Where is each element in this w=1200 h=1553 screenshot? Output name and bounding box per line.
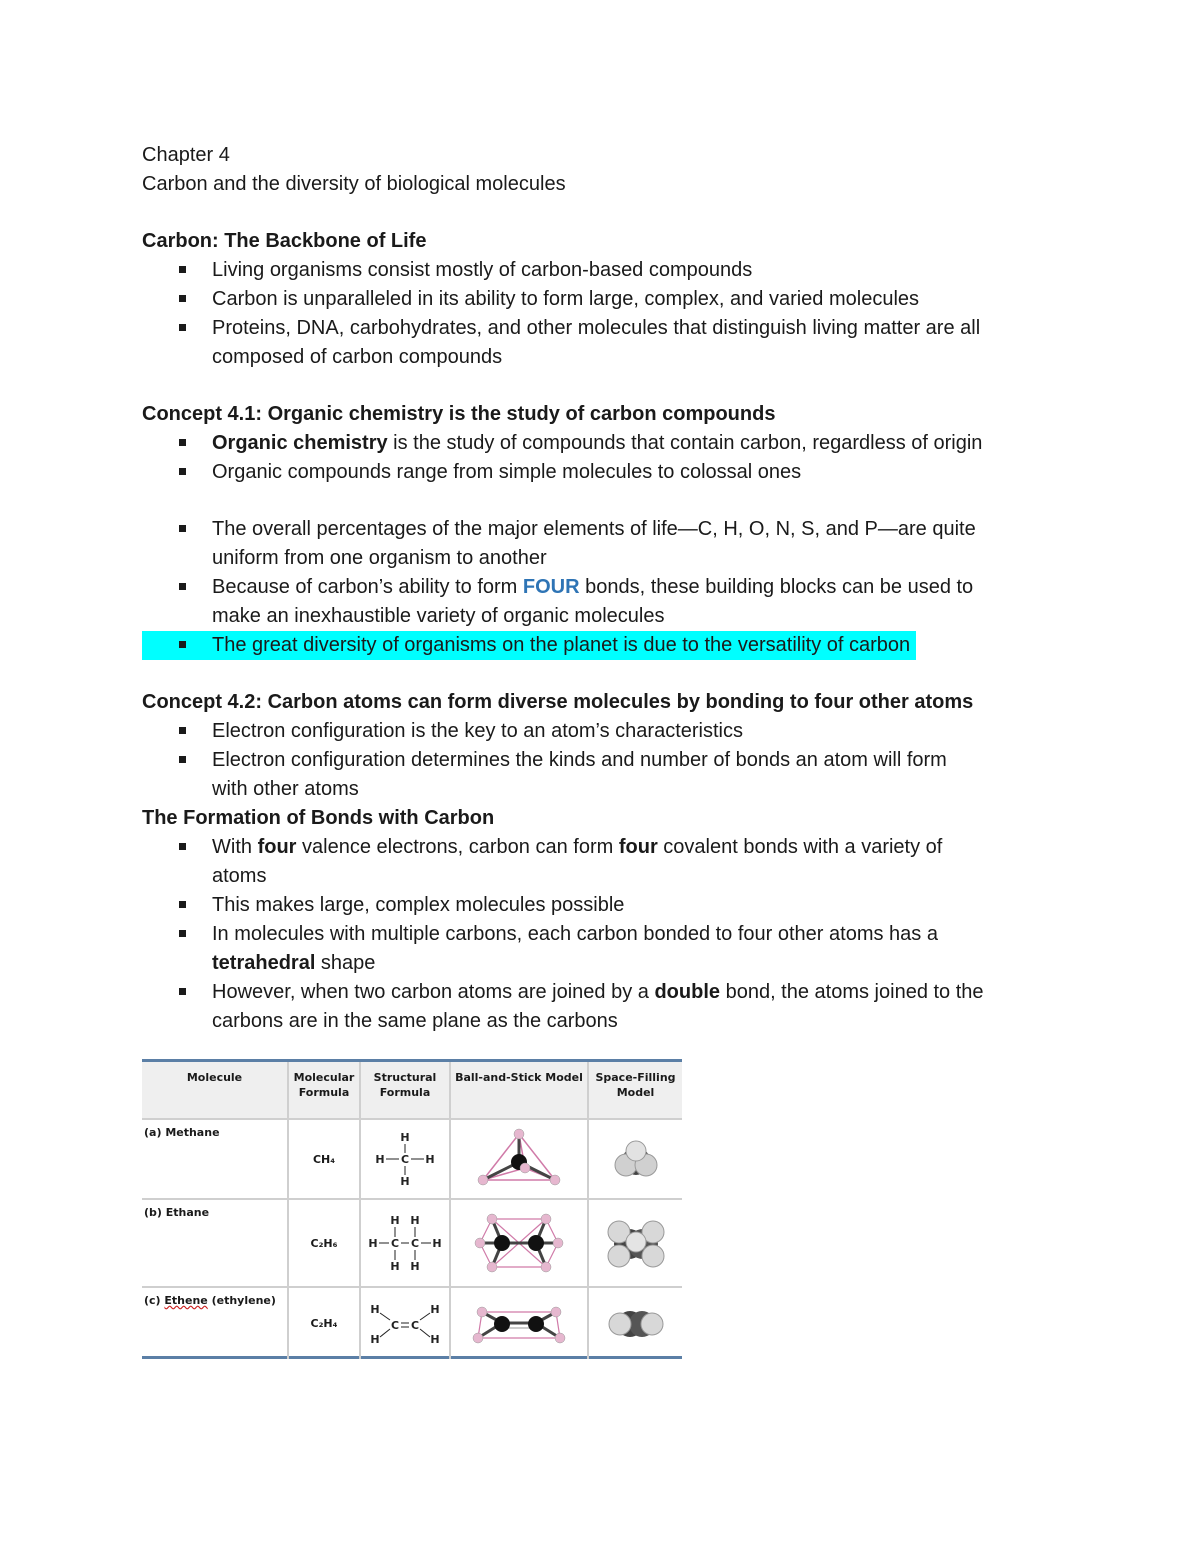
bullet-list-concept-4-1 [142, 429, 1102, 487]
svg-text:H: H [368, 1237, 378, 1250]
section-heading-bond-formation: The Formation of Bonds with Carbon [142, 807, 495, 829]
svg-text:H: H [400, 1175, 410, 1188]
bullet-list-concept-4-1-continued [142, 515, 1102, 660]
bullet-item: With four valence electrons, carbon can form four covalent bonds with a variety of atoms [142, 833, 1102, 891]
table-row [142, 1119, 682, 1199]
section-heading-concept-4-2: Concept 4.2: Carbon atoms can form diverse molecules by bonding to four other atoms [142, 691, 974, 713]
svg-text:C: C [410, 1237, 420, 1250]
molecule-table [142, 1059, 682, 1359]
bullet-item: Organic compounds range from simple molecules to colossal ones [142, 458, 1102, 487]
molecular-formula: C₂H₄ [288, 1287, 360, 1359]
molecule-name: (a) Methane [142, 1119, 288, 1199]
svg-text:H: H [375, 1153, 385, 1166]
molecule-name: (b) Ethane [142, 1199, 288, 1287]
header-molecular-formula: Molecular Formula [288, 1062, 360, 1119]
ball-and-stick-ethane [450, 1199, 588, 1287]
svg-text:H: H [430, 1302, 440, 1316]
svg-text:H: H [370, 1302, 380, 1316]
section-heading-concept-4-1: Concept 4.1: Organic chemistry is the study of carbon compounds [142, 403, 776, 425]
chapter-subtitle: Carbon and the diversity of biological molecules [142, 173, 566, 195]
chapter-title: Chapter 4 [142, 144, 230, 166]
ball-and-stick-ethene [450, 1287, 588, 1359]
molecular-formula: C₂H₆ [288, 1199, 360, 1287]
svg-text:C: C [390, 1318, 400, 1332]
header-molecule: Molecule [142, 1062, 288, 1119]
bullet-item: Carbon is unparalleled in its ability to form large, complex, and varied molecules [142, 285, 1102, 314]
section-heading-backbone: Carbon: The Backbone of Life [142, 230, 427, 252]
four-emphasis: FOUR [522, 576, 580, 598]
bullet-list-backbone [142, 256, 1102, 372]
bullet-item: In molecules with multiple carbons, each carbon bonded to four other atoms has a tetrahedral shape [142, 920, 1102, 978]
ethene-space-filling-model [606, 1299, 666, 1349]
bullet-item: Electron configuration determines the kinds and number of bonds an atom will form with other atoms [142, 746, 1102, 804]
table-row [142, 1287, 682, 1359]
highlighted-bullet-item: The great diversity of organisms on the planet is due to the versatility of carbon [142, 631, 916, 660]
svg-text:H: H [432, 1237, 442, 1250]
bullet-list-concept-4-2 [142, 717, 1102, 804]
ethane-structure-diagram [365, 1212, 445, 1274]
bullet-item: This makes large, complex molecules possible [142, 891, 1102, 920]
structural-formula-ethene [360, 1287, 450, 1359]
ethene-ball-stick-model [464, 1294, 574, 1354]
structural-formula-ethane [360, 1199, 450, 1287]
table-row [142, 1199, 682, 1287]
svg-text:C: C [400, 1153, 410, 1166]
bullet-item: Electron configuration is the key to an atom’s characteristics [142, 717, 1102, 746]
header-ball-and-stick: Ball-and-Stick Model [450, 1062, 588, 1119]
svg-text:H: H [400, 1131, 410, 1144]
ball-and-stick-methane [450, 1119, 588, 1199]
bullet-item: Organic chemistry is the study of compounds that contain carbon, regardless of origin [142, 429, 1102, 458]
svg-text:H: H [410, 1260, 420, 1273]
svg-text:H: H [425, 1153, 435, 1166]
bullet-item: Because of carbon’s ability to form FOUR bonds, these building blocks can be used to make an inexhaustible variety of organic molecules [142, 573, 1102, 631]
space-filling-methane [588, 1119, 682, 1199]
svg-text:C: C [390, 1237, 400, 1250]
ethane-space-filling-model [601, 1208, 671, 1278]
bullet-item: The overall percentages of the major elements of life—C, H, O, N, S, and P—are quite uniform from one organism to another [142, 515, 1102, 573]
structural-formula-methane [360, 1119, 450, 1199]
methane-space-filling-model [606, 1129, 666, 1189]
svg-text:H: H [390, 1260, 400, 1273]
header-structural-formula: Structural Formula [360, 1062, 450, 1119]
ethane-ball-stick-model [464, 1203, 574, 1283]
bullet-item: Living organisms consist mostly of carbon-based compounds [142, 256, 1102, 285]
bullet-item: Proteins, DNA, carbohydrates, and other molecules that distinguish living matter are all composed of carbon compounds [142, 314, 1102, 372]
molecular-formula: CH₄ [288, 1119, 360, 1199]
methane-structure-diagram [370, 1129, 440, 1189]
svg-text:H: H [370, 1332, 380, 1346]
svg-text:C: C [410, 1318, 420, 1332]
svg-text:H: H [410, 1214, 420, 1227]
molecule-name: (c) Ethene (ethylene) [142, 1287, 288, 1359]
methane-ball-stick-model [469, 1124, 569, 1194]
svg-text:H: H [390, 1214, 400, 1227]
space-filling-ethene [588, 1287, 682, 1359]
ethene-structure-diagram [365, 1299, 445, 1349]
space-filling-ethane [588, 1199, 682, 1287]
header-space-filling: Space-Filling Model [588, 1062, 682, 1119]
bullet-list-bond-formation [142, 833, 1102, 1036]
bullet-item: However, when two carbon atoms are joined by a double bond, the atoms joined to the carbons are in the same plane as the carbons [142, 978, 1102, 1036]
document-body [142, 141, 1102, 1036]
svg-text:H: H [430, 1332, 440, 1346]
